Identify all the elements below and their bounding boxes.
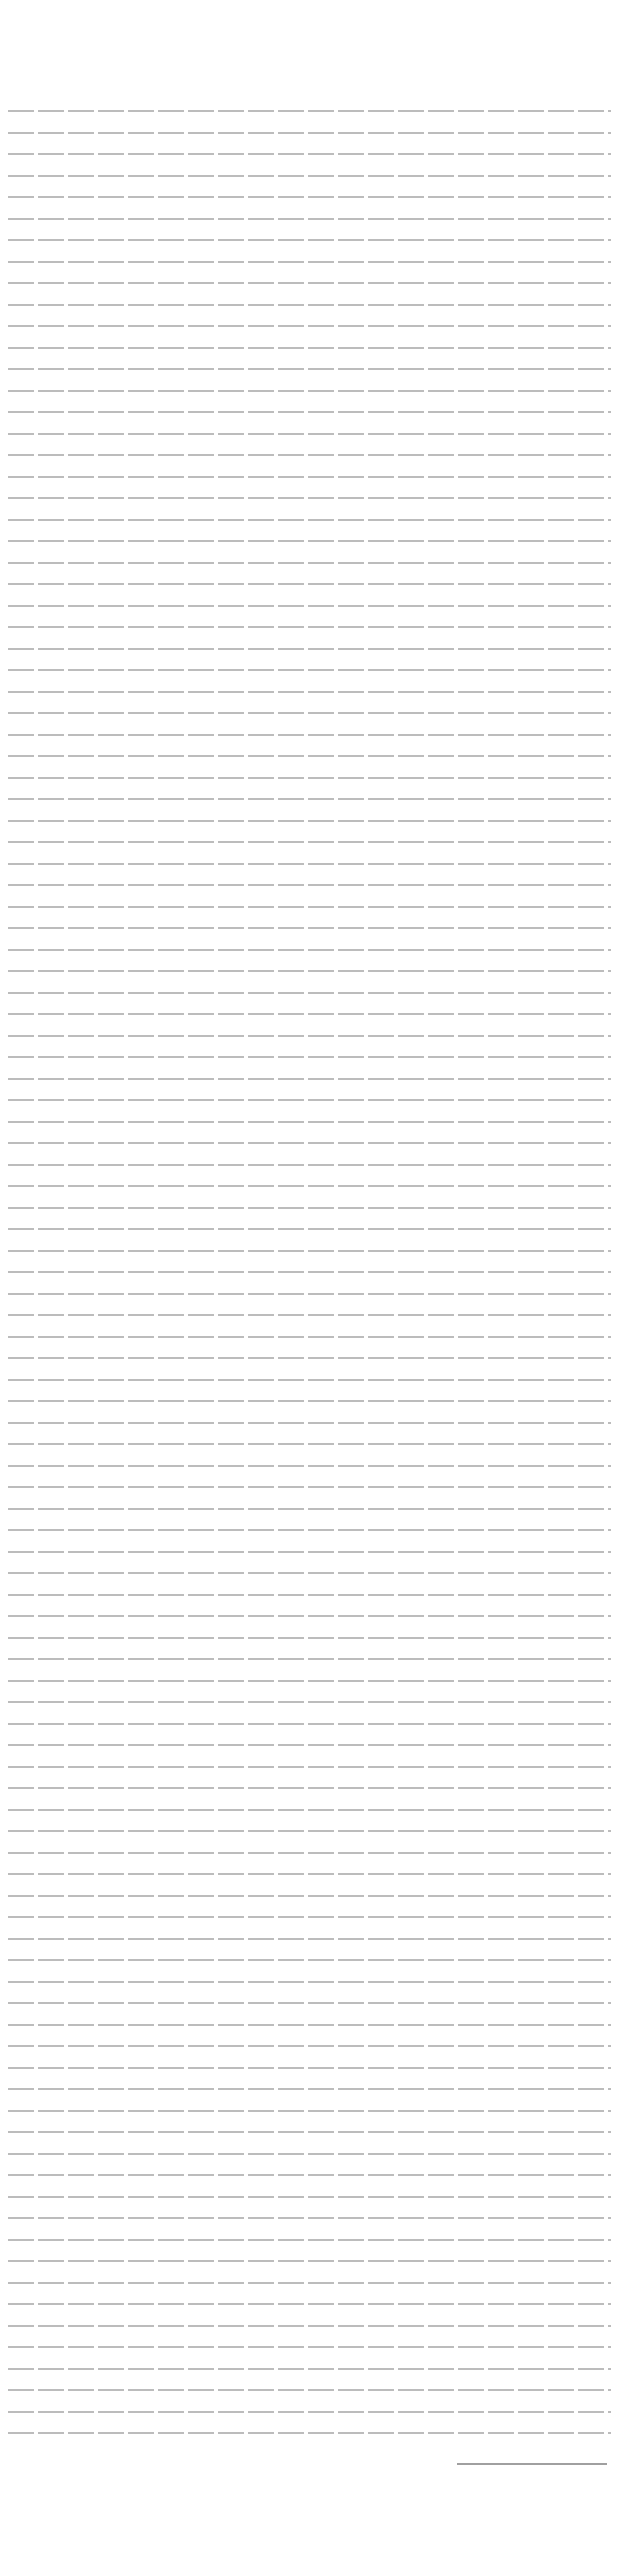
article-paragraph	[8, 1861, 611, 1883]
article-paragraph	[8, 657, 611, 679]
article-paragraph	[8, 292, 611, 314]
article-paragraph	[8, 1023, 611, 1045]
article-paragraph	[8, 1410, 611, 1432]
article-paragraph	[8, 1775, 611, 1797]
article-paragraph	[8, 1238, 611, 1260]
article-paragraph	[8, 1496, 611, 1518]
article-heading	[8, 6, 611, 40]
article-paragraph	[8, 1001, 611, 1023]
article-paragraph	[8, 2098, 611, 2120]
article-header	[8, 6, 611, 90]
article-paragraph	[8, 356, 611, 378]
article-paragraph	[8, 485, 611, 507]
article-paragraph	[8, 786, 611, 808]
article-paragraph	[8, 571, 611, 593]
article-paragraph	[8, 227, 611, 249]
article-paragraph	[8, 808, 611, 830]
article-paragraph	[8, 1625, 611, 1647]
article-paragraph	[8, 1646, 611, 1668]
article-paragraph	[8, 1904, 611, 1926]
article-paragraph	[8, 851, 611, 873]
article-paragraph	[8, 2356, 611, 2378]
article-paragraph	[8, 2162, 611, 2184]
article-paragraph	[8, 442, 611, 464]
article-paragraph	[8, 313, 611, 335]
article-paragraph	[8, 464, 611, 486]
article-paragraph	[8, 1689, 611, 1711]
article-paragraph	[8, 980, 611, 1002]
article-paragraph	[8, 1539, 611, 1561]
article-paragraph	[8, 1603, 611, 1625]
article-paragraph	[8, 679, 611, 701]
article-paragraph	[8, 421, 611, 443]
article-paragraph	[8, 1711, 611, 1733]
article-paragraph	[8, 1173, 611, 1195]
article-paragraph	[8, 1152, 611, 1174]
article-paragraph	[8, 1302, 611, 1324]
article-paragraph	[8, 2055, 611, 2077]
article-paragraph	[8, 1840, 611, 1862]
article-paragraph	[8, 1990, 611, 2012]
article-paragraph	[8, 98, 611, 120]
article-paragraph	[8, 1582, 611, 1604]
article-paragraph	[8, 1947, 611, 1969]
article-paragraph	[8, 829, 611, 851]
article-paragraph	[8, 2313, 611, 2335]
article-paragraph	[8, 2377, 611, 2399]
article-paragraph	[8, 1883, 611, 1905]
article-subheading	[8, 48, 611, 90]
article-paragraph	[8, 2291, 611, 2313]
article-paragraph	[8, 765, 611, 787]
article-paragraph	[8, 1109, 611, 1131]
article-paragraph	[8, 1431, 611, 1453]
article-paragraph	[8, 722, 611, 744]
article-paragraph	[8, 1453, 611, 1475]
article-paragraph	[8, 614, 611, 636]
article-paragraph	[8, 743, 611, 765]
article-paragraph	[8, 1195, 611, 1217]
article-paragraph	[8, 2205, 611, 2227]
article-body	[8, 98, 611, 2442]
article-paragraph	[8, 163, 611, 185]
article-paragraph	[8, 1388, 611, 1410]
article-paragraph	[8, 550, 611, 572]
article-paragraph	[8, 2248, 611, 2270]
article-paragraph	[8, 2399, 611, 2421]
article-paragraph	[8, 206, 611, 228]
article-paragraph	[8, 1668, 611, 1690]
article-paragraph	[8, 249, 611, 271]
article-paragraph	[8, 2270, 611, 2292]
article-paragraph	[8, 1560, 611, 1582]
article-paragraph	[8, 528, 611, 550]
article-paragraph	[8, 593, 611, 615]
article-paragraph	[8, 872, 611, 894]
article-paragraph	[8, 2184, 611, 2206]
article-paragraph	[8, 2076, 611, 2098]
article-paragraph	[8, 270, 611, 292]
article-paragraph	[8, 915, 611, 937]
article-paragraph	[8, 141, 611, 163]
article-paragraph	[8, 1754, 611, 1776]
article-paragraph	[8, 2334, 611, 2356]
article-paragraph	[8, 958, 611, 980]
article-paragraph	[8, 1259, 611, 1281]
article-paragraph	[8, 1969, 611, 1991]
article-paragraph	[8, 1926, 611, 1948]
article-paragraph	[8, 2141, 611, 2163]
article-paragraph	[8, 1345, 611, 1367]
article-paragraph	[8, 2012, 611, 2034]
article-paragraph	[8, 335, 611, 357]
article-paragraph	[8, 2420, 611, 2442]
article-paragraph	[8, 894, 611, 916]
article-paragraph	[8, 1517, 611, 1539]
article-paragraph	[8, 1044, 611, 1066]
article-paragraph	[8, 399, 611, 421]
article-paragraph	[8, 2227, 611, 2249]
article-paragraph	[8, 2033, 611, 2055]
article-paragraph	[8, 1474, 611, 1496]
article-paragraph	[8, 937, 611, 959]
article-paragraph	[8, 1367, 611, 1389]
article-paragraph	[8, 184, 611, 206]
article-paragraph	[8, 1066, 611, 1088]
article-paragraph	[8, 1818, 611, 1840]
article-paragraph	[8, 2119, 611, 2141]
article-paragraph	[8, 636, 611, 658]
article-paragraph	[8, 1281, 611, 1303]
article-paragraph	[8, 700, 611, 722]
article-paragraph	[8, 1324, 611, 1346]
article-byline	[457, 2452, 607, 2472]
article-paragraph	[8, 1732, 611, 1754]
article-paragraph	[8, 507, 611, 529]
article-paragraph	[8, 120, 611, 142]
article-paragraph	[8, 378, 611, 400]
article-paragraph	[8, 1087, 611, 1109]
article-paragraph	[8, 1216, 611, 1238]
article-paragraph	[8, 1130, 611, 1152]
article-paragraph	[8, 1797, 611, 1819]
